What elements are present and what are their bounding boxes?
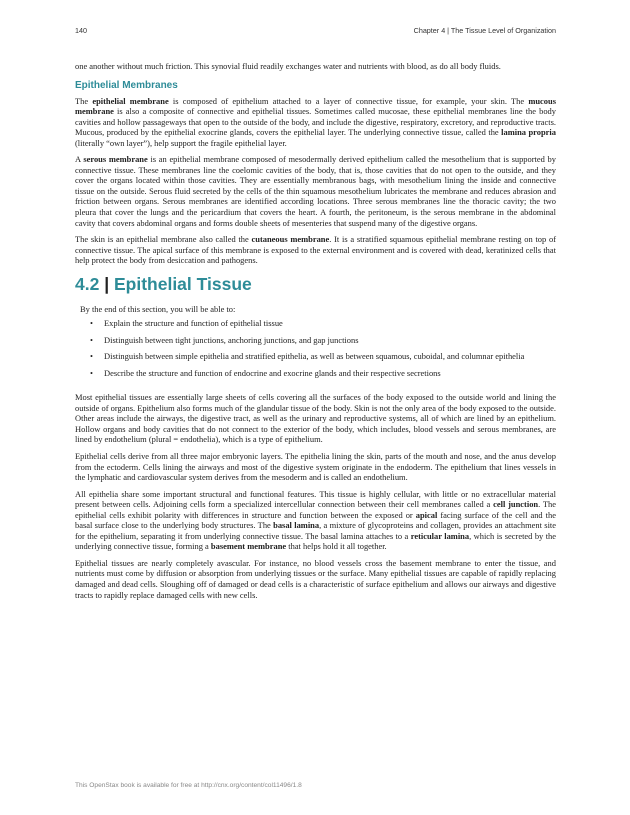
objective-item: • Explain the structure and function of epithelial tissue — [90, 318, 283, 329]
term-reticular-lamina: reticular lamina — [410, 530, 470, 541]
term-mucous-membrane: mucous membrane — [75, 95, 556, 117]
page-header — [75, 26, 556, 35]
objective-item: • Distinguish between simple epithelia and stratified epithelia, as well as between squamous, cuboidal, and columnar epithelia — [90, 351, 525, 362]
section-title: Epithelial Tissue — [113, 273, 252, 294]
section-number: 4.2 — [75, 273, 100, 294]
term-cell-junction: cell junction — [493, 499, 539, 510]
bullet: • — [90, 367, 93, 378]
term-basement-membrane: basement membrane — [210, 541, 287, 552]
term-lamina-propria: lamina propria — [501, 127, 556, 138]
term-basal-lamina: basal lamina — [273, 520, 320, 531]
body-paragraph-1: Most epithelial tissues are essentially large sheets of cells covering all the surfaces of the body exposed to the outside world and lining the outside of organs. Epithelium also forms much of the glandular tissue of the body. Skin is not the only area of the body exposed to the outside. Other areas include the airways, the digestive tract, as well as the urinary and reproductive systems, all of which are lined by an epithelium. Hollow organs and body cavities that do not connect to the exterior of the body, which includes, blood vessels and serous membranes, are lined by endothelium (plural = endothelia), which is a type of epithelium. — [75, 392, 556, 445]
bullet: • — [90, 351, 93, 362]
bullet: • — [90, 318, 93, 329]
objective-item: • Describe the structure and function of endocrine and exocrine glands and their respective secretions — [90, 367, 441, 378]
chapter-title: Chapter 4 | The Tissue Level of Organization — [413, 26, 556, 35]
term-cutaneous-membrane: cutaneous membrane — [251, 234, 330, 245]
objectives-list — [80, 318, 556, 378]
objective-item: • Distinguish between tight junctions, anchoring junctions, and gap junctions — [90, 334, 359, 345]
serous-membrane-paragraph: A serous membrane is an epithelial membrane composed of mesodermally derived epithelium called the mesothelium that is supported by connective tissue. These membranes line the coelomic cavities of the body, that is, those cavities that do not open to the outside, and they cover the organs located within those cavities. They are essentially membranous bags, with mesothelium lining the inside and connective tissue on the outside. Serous fluid secreted by the cells of the thin squamous mesothelium lubricates the membrane and reduces abrasion and friction between organs. Serous membranes are identified according locations. Three serous membranes line the thoracic cavity; the two pleura that cover the lungs and the pericardium that covers the heart. A fourth, the peritoneum, is the serous membrane in the abdominal cavity that covers abdominal organs and forms double sheets of mesenteries that suspend many of the digestive organs. — [75, 154, 556, 228]
section-separator: | — [104, 273, 110, 294]
intro-paragraph: one another without much friction. This synovial fluid readily exchanges water and nutrients with blood, as do all body fluids. — [75, 61, 501, 71]
term-serous-membrane: serous membrane — [83, 154, 148, 165]
cutaneous-membrane-paragraph: The skin is an epithelial membrane also called the cutaneous membrane. It is a stratified squamous epithelial membrane resting on top of connective tissue. The apical surface of this membrane is exposed to the external environment and is covered with dead, keratinized cells that help protect the body from desiccation and pathogens. — [75, 234, 556, 266]
objectives-intro: By the end of this section, you will be able to: — [80, 303, 236, 314]
body-paragraph-4: Epithelial tissues are nearly completely avascular. For instance, no blood vessels cross the basement membrane to enter the tissue, and nutrients must come by diffusion or absorption from underlying tissues or the surface. Many epithelial tissues are capable of rapidly replacing damaged and dead cells. Sloughing off of damaged or dead cells is a characteristic of surface epithelium and allows our airways and digestive tracts to rapidly replace damaged cells with new cells. — [75, 557, 556, 600]
bullet: • — [90, 334, 93, 345]
term-apical: apical — [415, 509, 438, 520]
page-number: 140 — [75, 26, 87, 35]
section-heading: Epithelial Membranes — [75, 79, 178, 91]
learning-objectives — [75, 304, 556, 379]
term-epithelial-membrane: epithelial membrane — [92, 95, 169, 106]
epithelial-membrane-paragraph: The epithelial membrane is composed of epithelium attached to a layer of connective tissue, for example, your skin. The mucous membrane is also a composite of connective and epithelial tissues. Sometimes called mucosae, these epithelial membranes line the body cavities and hollow passageways that open to the outside of the body, and include the digestive, respiratory, excretory, and reproductive tracts. Mucous, produced by the epithelial exocrine glands, covers the epithelial layer. The underlying connective tissue, called the lamina propria (literally “own layer”), help support the fragile epithelial layer. — [75, 95, 556, 148]
page-content — [75, 61, 556, 600]
body-paragraph-2: Epithelial cells derive from all three major embryonic layers. The epithelia lining the skin, parts of the mouth and nose, and the anus develop from the ectoderm. Cells lining the airways and most of the digestive system originate in the endoderm. The epithelium that lines vessels in the lymphatic and cardiovascular system derives from the mesoderm and is called an endothelium. — [75, 450, 556, 483]
page-footer: This OpenStax book is available for free at http://cnx.org/content/col11496/1.8 — [75, 782, 302, 789]
body-paragraph-3: All epithelia share some important structural and functional features. This tissue is highly cellular, with little or no extracellular material present between cells. Adjoining cells form a specialized intercellular connection between their cell membranes called a cell junction. The epithelial cells exhibit polarity with differences in structure and function between the exposed or apical facing surface of the cell and the basal surface close to the underlying body structures. The basal lamina, a mixture of glycoproteins and collagen, provides an attachment site for the epithelium, separating it from underlying connective tissue. The basal lamina attaches to a reticular lamina, which is secreted by the underlying connective tissue, forming a basement membrane that helps hold it all together. — [75, 488, 556, 552]
chapter-section-heading — [75, 274, 556, 295]
